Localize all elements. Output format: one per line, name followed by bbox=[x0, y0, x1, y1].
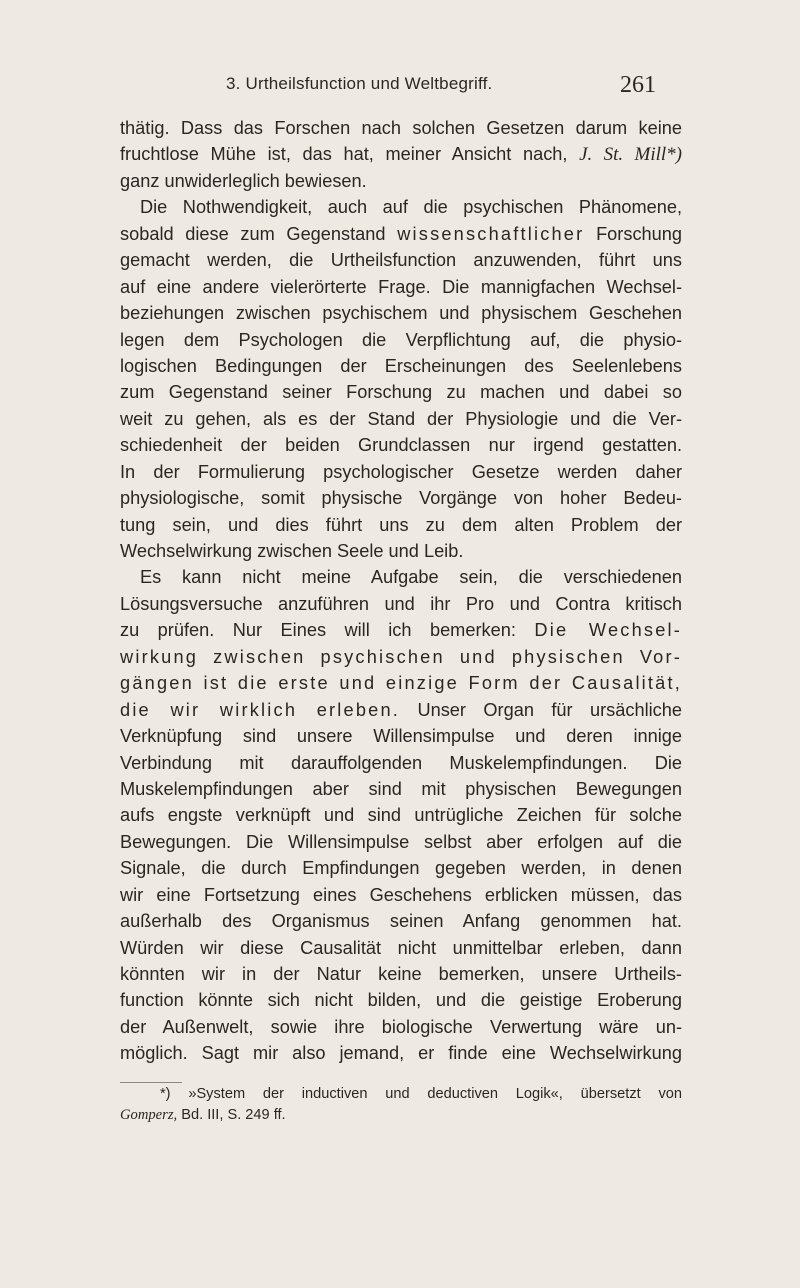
emphasis-line: gängen ist die erste und einzige Form der Causalität, bbox=[120, 673, 682, 694]
text-line: physiologische, somit physische Vorgänge von hoher Bedeu- bbox=[120, 488, 682, 509]
emphasis-line: wirkung zwischen psychischen und physischen Vor- bbox=[120, 646, 682, 667]
text-line: ganz unwiderleglich bewiesen. bbox=[120, 170, 367, 191]
text-line: logischen Bedingungen der Erscheinungen des Seelenlebens bbox=[120, 355, 682, 376]
body-text bbox=[120, 115, 682, 1067]
emphasis-text: Die Wechsel- bbox=[534, 620, 683, 641]
emphasis-text: die wir wirklich erleben. bbox=[120, 699, 401, 720]
text-line: legen dem Psychologen die Verpflichtung auf, die physio- bbox=[120, 329, 682, 350]
text-line: auf eine andere vielerörterte Frage. Die mannigfachen Wechsel- bbox=[120, 276, 682, 297]
footnote-divider bbox=[120, 1082, 182, 1083]
text-line: möglich. Sagt mir also jemand, er finde eine Wechselwirkung bbox=[120, 1043, 682, 1064]
text-line: Die Nothwendigkeit, auch auf die psychischen Phänomene, bbox=[140, 197, 682, 218]
text-line: außerhalb des Organismus seinen Anfang genommen hat. bbox=[120, 911, 682, 932]
text-line: die wir wirklich erleben. Unser Organ für ursächliche bbox=[120, 699, 682, 720]
text-line: Signale, die durch Empfindungen gegeben werden, in denen bbox=[120, 858, 682, 879]
text-line: Bewegungen. Die Willensimpulse selbst aber erfolgen auf die bbox=[120, 831, 682, 852]
text-line: aufs engste verknüpft und sind untrügliche Zeichen für solche bbox=[120, 805, 682, 826]
page-number: 261 bbox=[620, 72, 656, 98]
text-line: schiedenheit der beiden Grundclassen nur irgend gestatten. bbox=[120, 435, 682, 456]
text-line: Verknüpfung sind unsere Willensimpulse und deren innige bbox=[120, 726, 682, 747]
footnote-translator: Gomperz, bbox=[120, 1107, 178, 1123]
text-line: Würden wir diese Causalität nicht unmittelbar erleben, dann bbox=[120, 937, 682, 958]
text-line: fruchtlose Mühe ist, das hat, meiner Ansicht nach, J. St. Mill*) bbox=[120, 144, 683, 166]
emphasis-text: wissenschaftlicher bbox=[397, 223, 585, 244]
text-line: Es kann nicht meine Aufgabe sein, die verschiedenen bbox=[140, 567, 682, 588]
text-line: zum Gegenstand seiner Forschung zu machen und dabei so bbox=[120, 382, 682, 403]
text-line: Wechselwirkung zwischen Seele und Leib. bbox=[120, 541, 464, 561]
text-line: Lösungsversuche anzuführen und ihr Pro und Contra kritisch bbox=[120, 593, 682, 614]
running-head: 3. Urtheilsfunction und Weltbegriff. bbox=[226, 74, 493, 93]
text-line: sobald diese zum Gegenstand wissenschaftlicher Forschung bbox=[120, 223, 682, 244]
page-header bbox=[0, 72, 800, 102]
text-line: zu prüfen. Nur Eines will ich bemerken: Die Wechsel- bbox=[120, 620, 683, 641]
text-line: gemacht werden, die Urtheilsfunction anzuwenden, führt uns bbox=[120, 250, 682, 271]
text-line: wir eine Fortsetzung eines Geschehens erblicken müssen, das bbox=[120, 884, 682, 905]
text-line: könnten wir in der Natur keine bemerken, unsere Urtheils- bbox=[120, 964, 682, 984]
text-line: der Außenwelt, sowie ihre biologische Verwertung wäre un- bbox=[120, 1016, 682, 1037]
text-line: Muskelempfindungen aber sind mit physischen Bewegungen bbox=[120, 778, 682, 799]
footnote-line: *) »System der inductiven und deductiven Logik«, übersetzt von bbox=[160, 1086, 682, 1102]
text-line: In der Formulierung psychologischer Gesetze werden daher bbox=[120, 461, 682, 482]
text-line: function könnte sich nicht bilden, und die geistige Eroberung bbox=[120, 990, 682, 1011]
text-line: tung sein, und dies führt uns zu dem alten Problem der bbox=[120, 514, 682, 535]
text-line: weit zu gehen, als es der Stand der Physiologie und die Ver- bbox=[120, 408, 682, 429]
text-line: beziehungen zwischen psychischem und physischem Geschehen bbox=[120, 303, 682, 324]
footnote-line: Gomperz, Bd. III, S. 249 ff. bbox=[120, 1107, 286, 1123]
author-name: J. St. Mill*) bbox=[579, 144, 683, 166]
footnote bbox=[120, 1084, 682, 1126]
text-line: thätig. Dass das Forschen nach solchen Gesetzen darum keine bbox=[120, 118, 682, 138]
text-line: Verbindung mit darauffolgenden Muskelempfindungen. Die bbox=[120, 752, 682, 773]
